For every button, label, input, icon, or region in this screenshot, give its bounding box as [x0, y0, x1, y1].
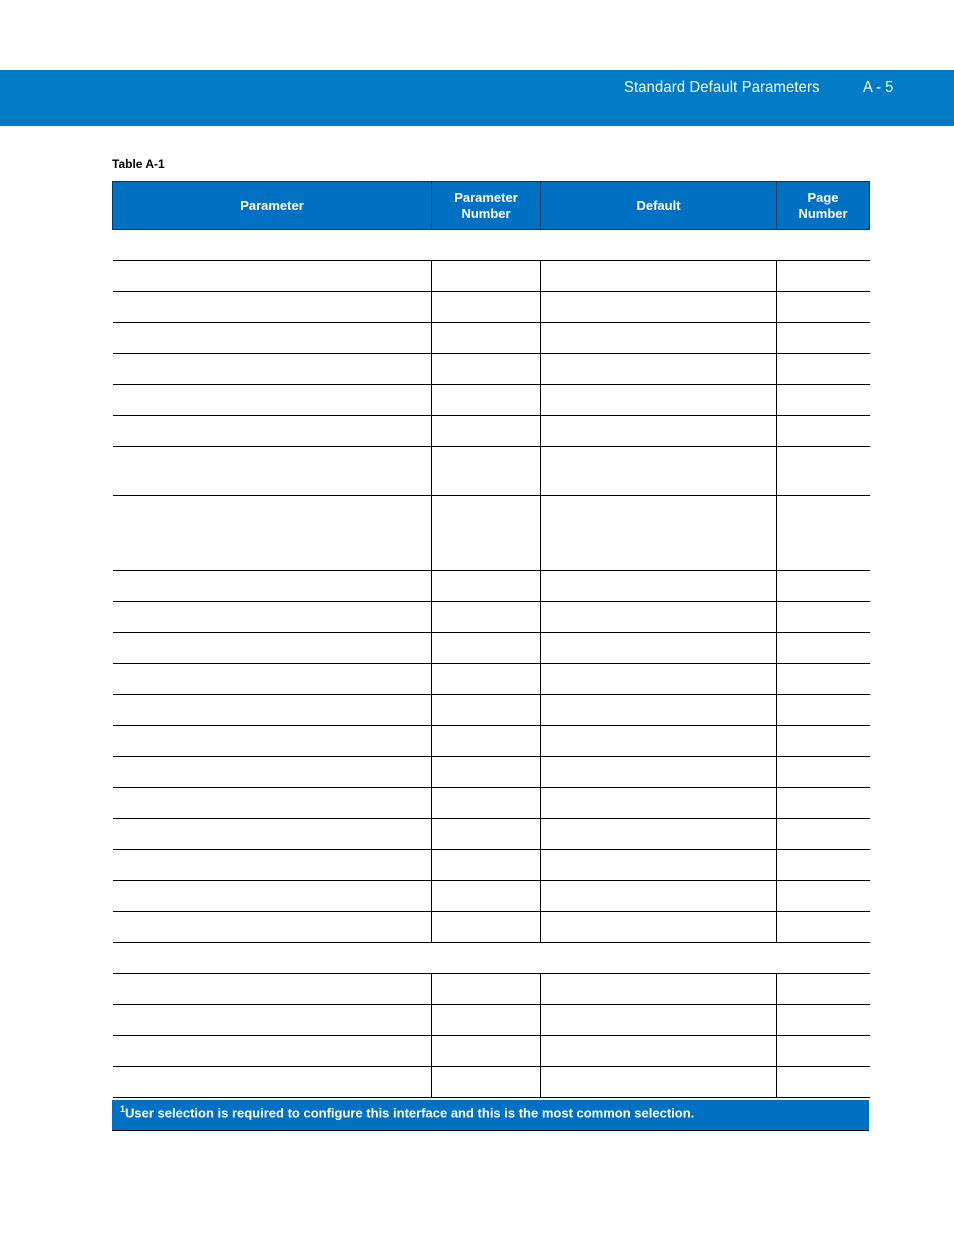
table-cell — [113, 602, 432, 633]
table-section-row — [113, 230, 870, 261]
table-cell — [777, 912, 870, 943]
table-row — [113, 261, 870, 292]
table-row — [113, 664, 870, 695]
table-cell — [777, 447, 870, 496]
table-cell — [432, 354, 541, 385]
table-cell — [777, 323, 870, 354]
table-cell — [541, 633, 777, 664]
table-cell — [541, 726, 777, 757]
table-cell — [541, 757, 777, 788]
table-cell — [541, 354, 777, 385]
table-footnote — [112, 1100, 869, 1131]
table-cell — [541, 496, 777, 571]
table-cell — [777, 496, 870, 571]
table-row — [113, 292, 870, 323]
table-cell — [777, 881, 870, 912]
table-cell — [113, 850, 432, 881]
table-cell — [541, 881, 777, 912]
table-cell — [777, 261, 870, 292]
table-cell — [432, 788, 541, 819]
table-row — [113, 571, 870, 602]
table-cell — [432, 323, 541, 354]
table-cell — [113, 943, 870, 974]
table-cell — [541, 1005, 777, 1036]
table-cell — [777, 757, 870, 788]
table-cell — [777, 633, 870, 664]
table-row — [113, 1067, 870, 1098]
table-cell — [541, 385, 777, 416]
table-row — [113, 354, 870, 385]
table-cell — [113, 354, 432, 385]
table-cell — [113, 881, 432, 912]
column-header-default: Default — [541, 182, 777, 230]
table-cell — [113, 788, 432, 819]
table-cell — [777, 664, 870, 695]
table-row — [113, 385, 870, 416]
table-cell — [432, 292, 541, 323]
table-cell — [432, 1067, 541, 1098]
table-cell — [432, 416, 541, 447]
table-cell — [113, 385, 432, 416]
table-row — [113, 1036, 870, 1067]
table-cell — [113, 447, 432, 496]
table-cell — [541, 602, 777, 633]
table-cell — [113, 416, 432, 447]
table-cell — [541, 447, 777, 496]
table-row — [113, 602, 870, 633]
table-cell — [541, 1036, 777, 1067]
table-cell — [432, 850, 541, 881]
table-cell — [113, 664, 432, 695]
table-cell — [432, 1036, 541, 1067]
page-number: A - 5 — [863, 79, 894, 96]
column-header-parameter: Parameter — [113, 182, 432, 230]
table-row — [113, 447, 870, 496]
table-cell — [777, 850, 870, 881]
table-cell — [777, 788, 870, 819]
table-cell — [113, 323, 432, 354]
page-header-title: Standard Default Parameters — [624, 79, 820, 96]
table-header-row — [113, 182, 870, 230]
table-cell — [432, 1005, 541, 1036]
table-cell — [541, 292, 777, 323]
table-cell — [432, 602, 541, 633]
table-cell — [777, 416, 870, 447]
table-row — [113, 1005, 870, 1036]
table-cell — [541, 416, 777, 447]
column-header-page-number-label: Page Number — [798, 189, 848, 221]
table-cell — [113, 292, 432, 323]
table-cell — [541, 974, 777, 1005]
table-cell — [113, 974, 432, 1005]
table-cell — [113, 633, 432, 664]
table-cell — [432, 974, 541, 1005]
table-section-row — [113, 943, 870, 974]
table-cell — [432, 726, 541, 757]
table-cell — [432, 496, 541, 571]
table-row — [113, 633, 870, 664]
table-row — [113, 323, 870, 354]
footnote-body: User selection is required to configure this interface and this is the most common selection. — [125, 1105, 695, 1121]
parameters-table — [112, 181, 870, 1098]
table-cell — [541, 664, 777, 695]
table-row — [113, 695, 870, 726]
table-cell — [113, 912, 432, 943]
table-cell — [541, 850, 777, 881]
table-cell — [541, 571, 777, 602]
table-cell — [113, 261, 432, 292]
table-row — [113, 819, 870, 850]
table-row — [113, 726, 870, 757]
column-header-page-number — [777, 182, 870, 230]
table-row — [113, 788, 870, 819]
table-cell — [777, 1067, 870, 1098]
table-cell — [113, 1005, 432, 1036]
table-cell — [541, 788, 777, 819]
table-cell — [432, 912, 541, 943]
table-cell — [541, 819, 777, 850]
table-cell — [777, 385, 870, 416]
table-cell — [432, 385, 541, 416]
table-row — [113, 757, 870, 788]
footnote-marker: 1 — [120, 1104, 126, 1114]
table-cell — [777, 695, 870, 726]
table-cell — [432, 633, 541, 664]
table-cell — [113, 819, 432, 850]
table-cell — [541, 695, 777, 726]
table-cell — [113, 1067, 432, 1098]
table-cell — [432, 664, 541, 695]
table-cell — [113, 695, 432, 726]
table-caption: Table A-1 — [112, 157, 165, 171]
table-cell — [432, 819, 541, 850]
table-cell — [777, 974, 870, 1005]
table-cell — [432, 695, 541, 726]
table-row — [113, 912, 870, 943]
table-cell — [777, 602, 870, 633]
table-cell — [113, 496, 432, 571]
table-cell — [113, 726, 432, 757]
table-cell — [777, 354, 870, 385]
table-row — [113, 416, 870, 447]
table-cell — [541, 323, 777, 354]
footnote-text — [120, 1104, 694, 1120]
column-header-parameter-number-label: Parameter Number — [454, 189, 518, 221]
column-header-parameter-number — [432, 182, 541, 230]
table-cell — [777, 1005, 870, 1036]
table-cell — [777, 292, 870, 323]
table-row — [113, 974, 870, 1005]
table-cell — [432, 571, 541, 602]
table-cell — [432, 757, 541, 788]
table-cell — [777, 819, 870, 850]
table-row — [113, 881, 870, 912]
table-cell — [777, 571, 870, 602]
table-row — [113, 496, 870, 571]
table-cell — [113, 757, 432, 788]
table-cell — [113, 571, 432, 602]
table-cell — [432, 881, 541, 912]
table-cell — [432, 261, 541, 292]
table-cell — [541, 1067, 777, 1098]
table-cell — [432, 447, 541, 496]
table-cell — [777, 726, 870, 757]
table-cell — [777, 1036, 870, 1067]
table-cell — [113, 1036, 432, 1067]
table-row — [113, 850, 870, 881]
table-cell — [113, 230, 870, 261]
table-cell — [541, 912, 777, 943]
table-cell — [541, 261, 777, 292]
